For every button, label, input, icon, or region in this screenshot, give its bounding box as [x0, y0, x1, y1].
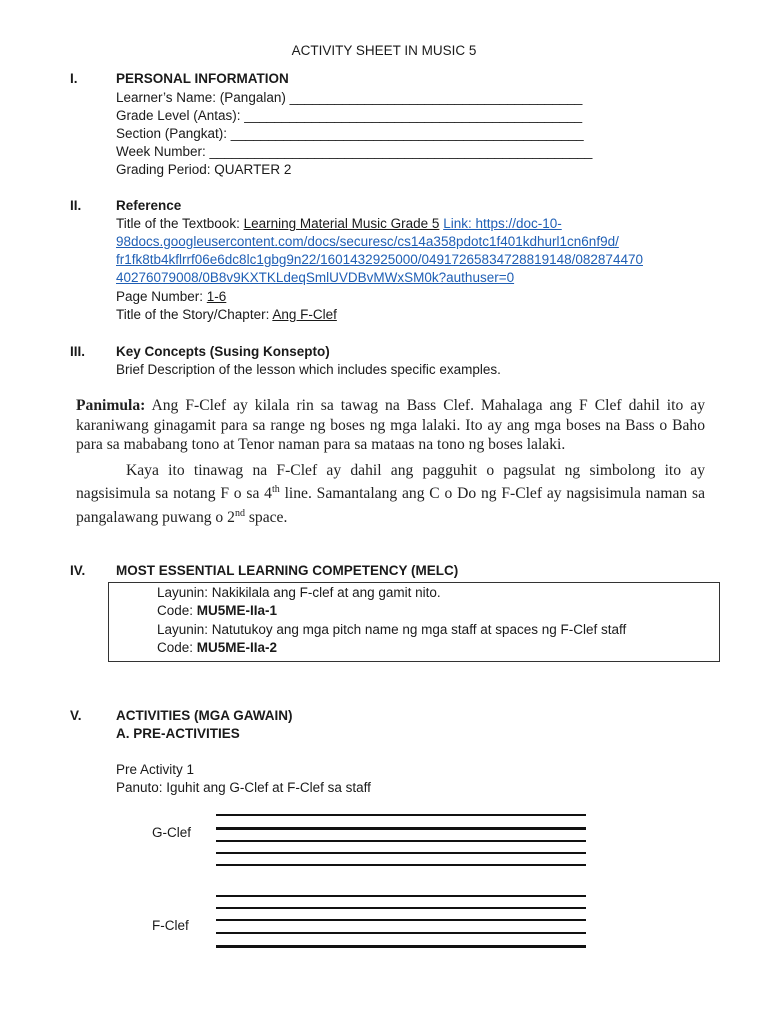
- page-number-label: Page Number:: [116, 289, 207, 304]
- staff-line: [216, 840, 586, 842]
- staff-line: [216, 919, 586, 921]
- staff-line: [216, 827, 586, 830]
- panimula-label: Panimula:: [76, 397, 146, 414]
- staff-line: [216, 864, 586, 866]
- melc-objective-2: Layunin: Natutukoy ang mga pitch name ng mga staff at spaces ng F-Clef staff: [157, 622, 627, 637]
- textbook-label: Title of the Textbook:: [116, 216, 244, 231]
- section-number-3: III.: [70, 344, 86, 359]
- section-field: Section (Pangkat): _______________________________________________: [116, 126, 584, 141]
- melc-code-1: MU5ME-IIa-1: [196, 603, 278, 618]
- lesson-paragraph-1: Panimula: Ang F-Clef ay kilala rin sa tawag na Bass Clef. Mahalaga ang F Clef dahil ito ay karaniwang ginagamit para sa range ng boses ng mga lalaki. Ito ay ang mga boses na Bass o Baho para sa mababang tono at Tenor naman para sa mataas na tono ng boses lalaki.: [76, 397, 705, 453]
- staff-line: [216, 945, 586, 948]
- section-number-2: II.: [70, 198, 82, 213]
- grade-level-field: Grade Level (Antas): _____________________________________________: [116, 108, 583, 123]
- grading-period: Grading Period: QUARTER 2: [116, 162, 292, 177]
- reference-link-part-1[interactable]: Link: https://doc-10-: [443, 216, 562, 231]
- story-title-label: Title of the Story/Chapter:: [116, 307, 273, 322]
- page-number-value: 1-6: [206, 289, 227, 304]
- melc-code-2: MU5ME-IIa-2: [196, 640, 278, 655]
- lesson-paragraph-2: Kaya ito tinawag na F-Clef ay dahil ang pagguhit o pagsulat ng simbolong ito ay nagsisimula sa notang F o sa 4th line. Samantalang ang C o Do ng F-Clef ay nagsisimula naman sa pangalawang puwang o 2nd space.: [76, 461, 706, 526]
- reference-heading: Reference: [116, 198, 182, 213]
- section-number-4: IV.: [70, 563, 86, 578]
- key-concepts-description: Brief Description of the lesson which includes specific examples.: [116, 362, 501, 377]
- melc-code-label: Code:: [157, 603, 197, 618]
- section-number-5: V.: [70, 708, 82, 723]
- week-number-field: Week Number: ___________________________________________________: [116, 144, 593, 159]
- page-title: ACTIVITY SHEET IN MUSIC 5: [291, 43, 477, 58]
- melc-objective-1: Layunin: Nakikilala ang F-clef at ang gamit nito.: [157, 585, 441, 600]
- activities-heading: ACTIVITIES (MGA GAWAIN): [116, 708, 293, 723]
- staff-line: [216, 932, 586, 934]
- pre-activities-heading: A. PRE-ACTIVITIES: [116, 726, 240, 741]
- staff-line: [216, 852, 586, 854]
- story-title-line: [116, 307, 337, 322]
- textbook-title: Learning Material Music Grade 5: [243, 216, 440, 231]
- panuto-instruction: Panuto: Iguhit ang G-Clef at F-Clef sa staff: [116, 780, 371, 795]
- reference-link-part-2[interactable]: 98docs.googleusercontent.com/docs/securesc/cs14a358pdotc1f401kdhurl1cn6nf9d/: [116, 234, 619, 249]
- g-clef-label: G-Clef: [152, 825, 192, 840]
- textbook-line: [116, 216, 562, 231]
- melc-code-2-line: [157, 640, 277, 655]
- staff-line: [216, 907, 586, 909]
- melc-heading: MOST ESSENTIAL LEARNING COMPETENCY (MELC): [116, 563, 459, 578]
- page-number-line: [116, 289, 226, 304]
- reference-link-part-3[interactable]: fr1fk8tb4kflrrf06e6dc8lc1gbg9n22/1601432925000/04917265834728819148/082874470: [116, 252, 643, 267]
- key-concepts-heading: Key Concepts (Susing Konsepto): [116, 344, 330, 359]
- melc-code-label: Code:: [157, 640, 197, 655]
- story-title-value: Ang F-Clef: [272, 307, 337, 322]
- staff-line: [216, 814, 586, 816]
- personal-info-heading: PERSONAL INFORMATION: [116, 71, 289, 86]
- reference-link-part-4[interactable]: 40276079008/0B8v9KXTKLdeqSmlUVDBvMWxSM0k?authuser=0: [116, 270, 515, 285]
- melc-code-1-line: [157, 603, 277, 618]
- staff-line: [216, 895, 586, 897]
- lesson-text: [76, 396, 705, 527]
- f-clef-label: F-Clef: [152, 918, 189, 933]
- learner-name-field: Learner’s Name: (Pangalan) _______________________________________: [116, 90, 583, 105]
- section-number-1: I.: [70, 71, 78, 86]
- pre-activity-title: Pre Activity 1: [116, 762, 195, 777]
